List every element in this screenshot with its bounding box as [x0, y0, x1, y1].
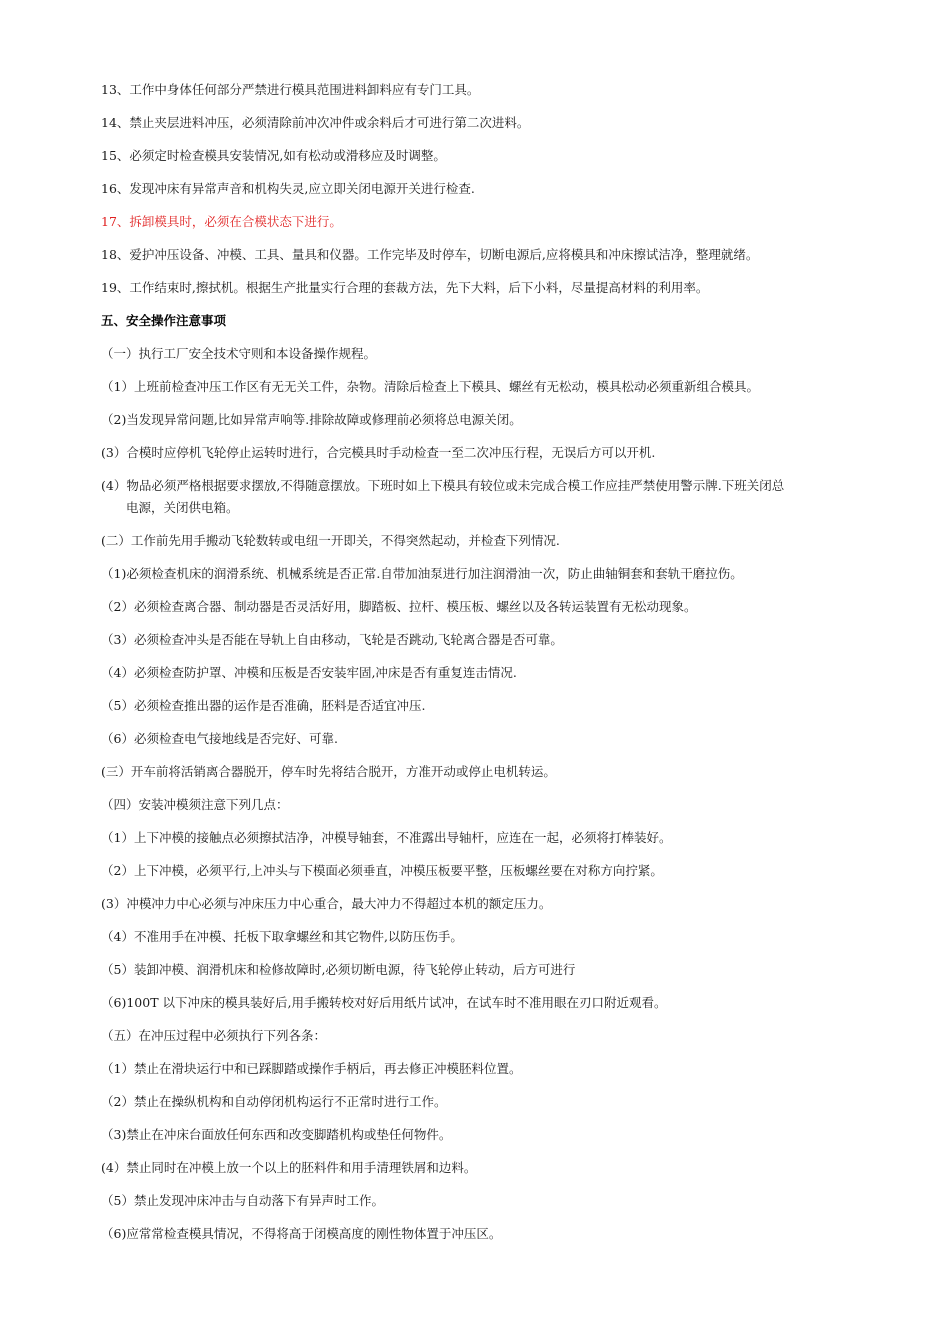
subsection-2-item-3: （3）必须检查冲头是否能在导轨上自由移动，飞轮是否跳动,飞轮离合器是否可靠。 — [101, 632, 563, 647]
subsection-2-item-5: （5）必须检查推出器的运作是否准确，胚料是否适宜冲压. — [101, 698, 426, 713]
subsection-5-item-4: (4）禁止同时在冲模上放一个以上的胚料件和用手清理铁屑和边料。 — [101, 1160, 477, 1175]
subsection-5-item-6: （6)应常常检查模具情况，不得将高于闭模高度的刚性物体置于冲压区。 — [101, 1226, 502, 1241]
subsection-4-item-6: （6)100T 以下冲床的模具装好后,用手搬转校对好后用纸片试冲，在试车时不准用眼在刃口附近观看。 — [101, 995, 667, 1010]
subsection-1-item-2: （2)当发现异常问题,比如异常声响等.排除故障或修理前必须将总电源关闭。 — [101, 412, 522, 427]
subsection-3-heading: (三）开车前将活销离合器脱开，停车时先将结合脱开，方准开动或停止电机转运。 — [101, 764, 556, 779]
subsection-4-item-5: （5）装卸冲模、润滑机床和检修故障时,必须切断电源，待飞轮停止转动，后方可进行 — [101, 962, 576, 977]
subsection-2-item-1: （1)必须检查机床的润滑系统、机械系统是否正常.自带加油泵进行加注润滑油一次，防止曲轴铜套和套轨干磨拉伤。 — [101, 566, 743, 581]
subsection-5-item-1: （1）禁止在滑块运行中和已踩脚踏或操作手柄后，再去修正冲模胚料位置。 — [101, 1061, 522, 1076]
subsection-1-item-1: （1）上班前检查冲压工作区有无无关工件，杂物。清除后检查上下模具、螺丝有无松动，模具松动必须重新组合模具。 — [101, 379, 759, 394]
list-item-19: 19、工作结束时,擦拭机。根据生产批量实行合理的套裁方法，先下大料，后下小料，尽量提高材料的利用率。 — [101, 280, 709, 295]
subsection-5-item-3: （3)禁止在冲床台面放任何东西和改变脚踏机构或垫任何物件。 — [101, 1127, 452, 1142]
list-item-18: 18、爱护冲压设备、冲模、工具、量具和仪器。工作完毕及时停车，切断电源后,应将模具和冲床擦试洁净，整理就绪。 — [101, 247, 759, 262]
list-item-17-highlighted: 17、拆卸模具时，必须在合模状态下进行。 — [101, 214, 342, 229]
subsection-1-heading: （一）执行工厂安全技术守则和本设备操作规程。 — [101, 346, 377, 361]
subsection-4-item-1: （1）上下冲模的接触点必须擦拭洁净，冲模导轴套，不准露出导轴杆，应连在一起，必须将打棒装好。 — [101, 830, 672, 845]
subsection-2-item-4: （4）必须检查防护罩、冲模和压板是否安装牢固,冲床是否有重复连击情况. — [101, 665, 517, 680]
subsection-5-heading: （五）在冲压过程中必须执行下列各条： — [101, 1028, 327, 1043]
subsection-4-item-2: （2）上下冲模，必须平行,上冲头与下模面必须垂直，冲模压板要平整，压板螺丝要在对称方向拧紧。 — [101, 863, 663, 878]
subsection-2-heading: (二）工作前先用手搬动飞轮数转或电纽一开即关，不得突然起动，并检查下列情况. — [101, 533, 560, 548]
subsection-5-item-5: （5）禁止发现冲床冲击与自动落下有异声时工作。 — [101, 1193, 384, 1208]
list-item-15: 15、必须定时检查模具安装情况,如有松动或滑移应及时调整。 — [101, 148, 446, 163]
list-item-16: 16、发现冲床有异常声音和机构失灵,应立即关闭电源开关进行检查. — [101, 181, 475, 196]
subsection-1-item-4-line-1: (4）物品必须严格根据要求摆放,不得随意摆放。下班时如上下模具有较位或未完成合模工作应挂严禁使用警示牌.下班关闭总 — [101, 478, 785, 493]
list-item-14: 14、禁止夹层进料冲压，必须清除前冲次冲件或余料后才可进行第二次进料。 — [101, 115, 530, 130]
subsection-4-item-3: (3）冲模冲力中心必须与冲床压力中心重合，最大冲力不得超过本机的额定压力。 — [101, 896, 552, 911]
subsection-2-item-6: （6）必须检查电气接地线是否完好、可靠. — [101, 731, 338, 746]
section-title: 五、安全操作注意事项 — [101, 313, 227, 328]
subsection-1-item-3: (3）合模时应停机飞轮停止运转时进行，合完模具时手动检查一至二次冲压行程，无误后方可以开机. — [101, 445, 656, 460]
subsection-5-item-2: （2）禁止在操纵机构和自动停闭机构运行不正常时进行工作。 — [101, 1094, 447, 1109]
subsection-2-item-2: （2）必须检查离合器、制动器是否灵活好用，脚踏板、拉杆、模压板、螺丝以及各转运装置有无松动现象。 — [101, 599, 697, 614]
subsection-4-item-4: （4）不准用手在冲模、托板下取拿螺丝和其它物件,以防压伤手。 — [101, 929, 463, 944]
subsection-1-item-4-line-2: 电源，关闭供电箱。 — [126, 500, 239, 515]
subsection-4-heading: （四）安装冲模须注意下列几点： — [101, 797, 289, 812]
list-item-13: 13、工作中身体任何部分严禁进行模具范围进料卸料应有专门工具。 — [101, 82, 480, 97]
